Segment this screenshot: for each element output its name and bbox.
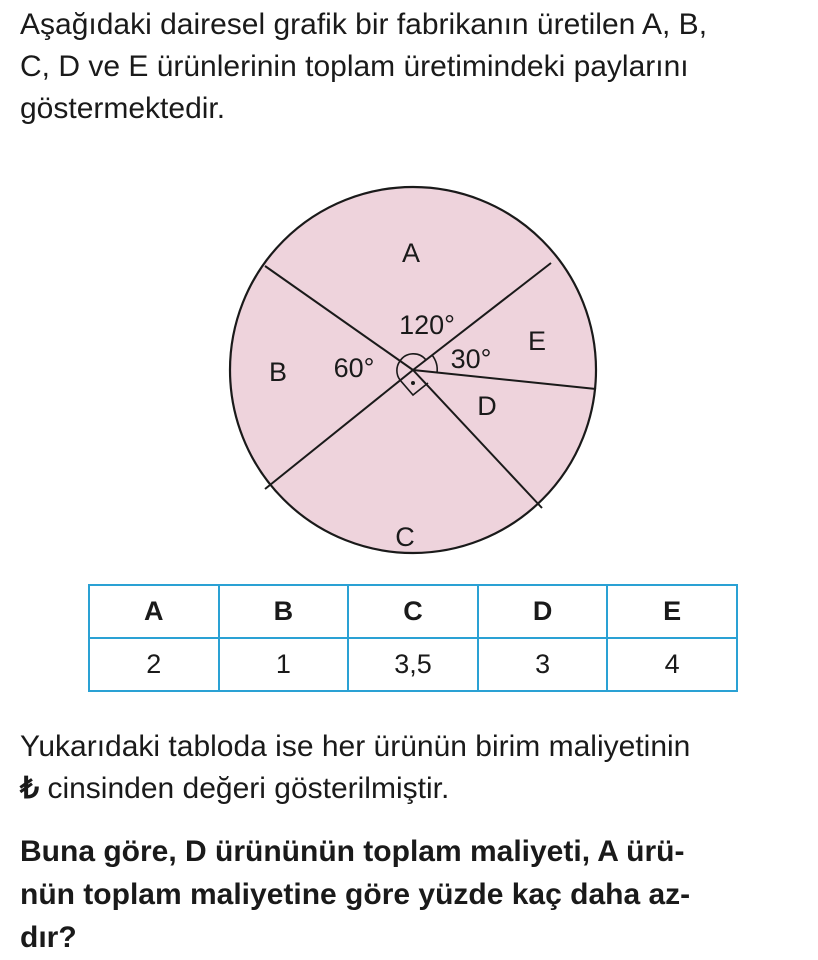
angle-label-b: 60° — [333, 353, 375, 383]
table-header-d: D — [478, 585, 608, 638]
sector-label-b: B — [268, 357, 288, 387]
sector-label-e: E — [527, 326, 547, 356]
sector-label-c: C — [395, 522, 415, 552]
table-description-line-1: Yukarıdaki tabloda ise her ürünün birim maliyetinin — [20, 730, 691, 763]
angle-label-e: 30° — [450, 344, 492, 374]
table-header-c: C — [348, 585, 478, 638]
table-header-e: E — [607, 585, 737, 638]
question-prompt — [20, 830, 805, 959]
sector-label-a: A — [401, 238, 421, 268]
turkish-lira-icon: ₺ — [20, 772, 40, 805]
table-description-line-2-text: cinsinden değeri gösterilmiştir. — [47, 772, 450, 805]
table-value-row — [89, 638, 737, 691]
table-value-c: 3,5 — [348, 638, 478, 691]
unit-cost-table — [88, 584, 738, 692]
table-header-row — [89, 585, 737, 638]
intro-line-3: göstermektedir. — [20, 92, 226, 125]
question-prompt-line-1: Buna göre, D ürününün toplam maliyeti, A ürü- — [20, 835, 685, 868]
question-prompt-line-2: nün toplam maliyetine göre yüzde kaç daha az- — [20, 878, 691, 911]
table-header-b: B — [219, 585, 349, 638]
sector-label-d: D — [477, 391, 497, 421]
table-description — [20, 726, 805, 810]
table-value-b: 1 — [219, 638, 349, 691]
table-value-e: 4 — [607, 638, 737, 691]
right-angle-dot — [411, 381, 415, 385]
intro-line-2: C, D ve E ürünlerinin toplam üretimindeki paylarını — [20, 50, 689, 83]
angle-label-a: 120° — [399, 310, 455, 340]
table-description-line-2 — [20, 768, 805, 810]
question-prompt-line-3: dır? — [20, 921, 77, 954]
table-value-d: 3 — [478, 638, 608, 691]
table-header-a: A — [89, 585, 219, 638]
table-value-a: 2 — [89, 638, 219, 691]
intro-line-1: Aşağıdaki dairesel grafik bir fabrikanın üretilen A, B, — [20, 8, 708, 41]
